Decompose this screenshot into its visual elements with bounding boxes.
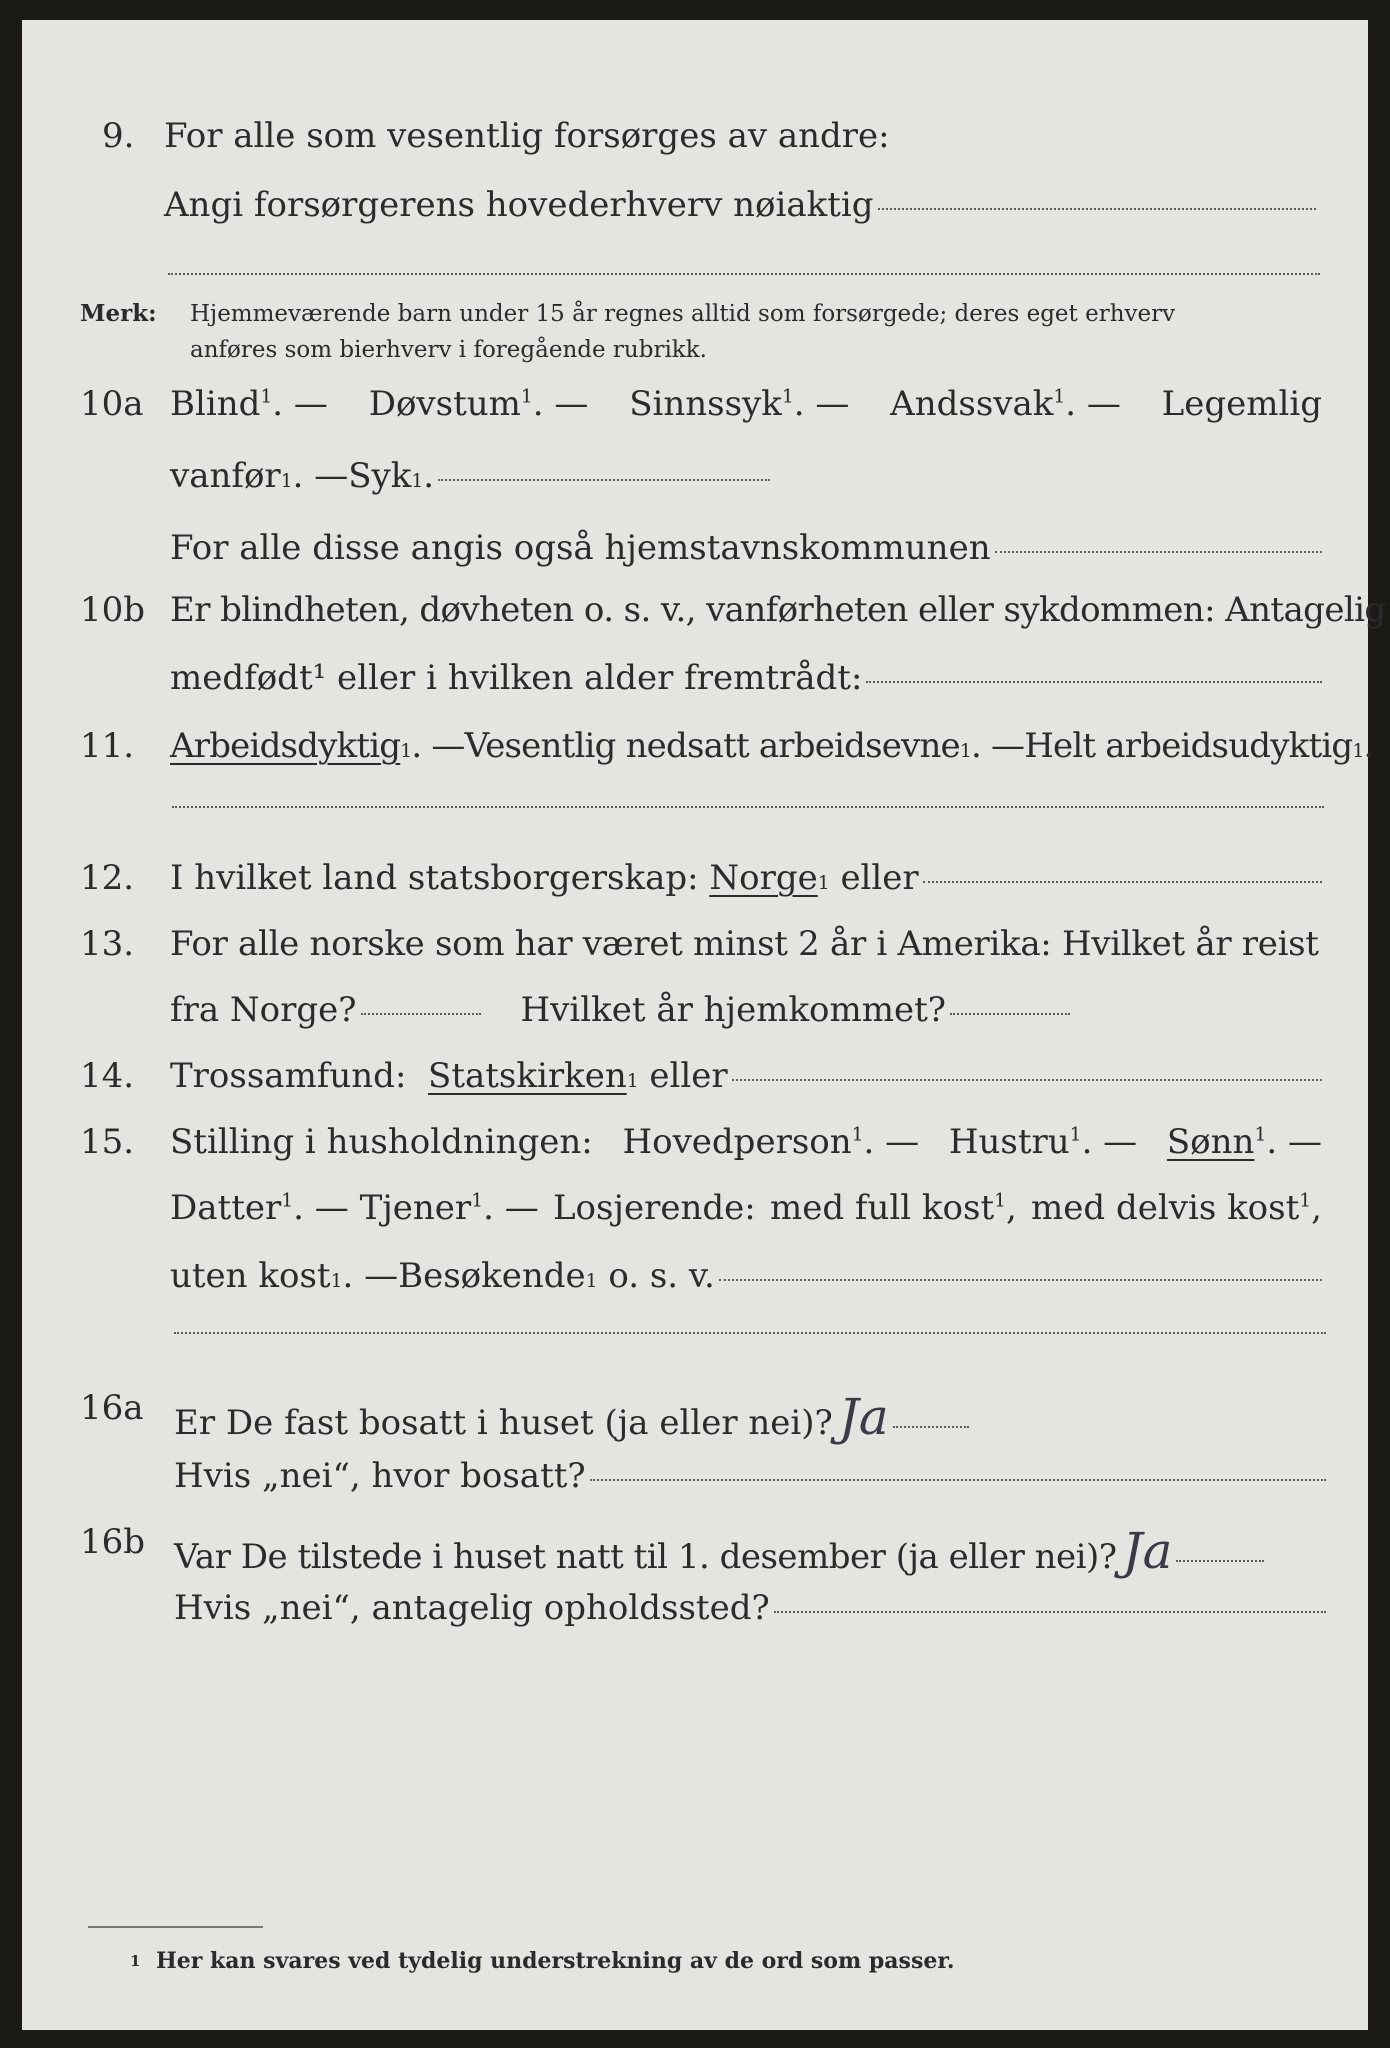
answer-line — [1176, 1560, 1264, 1562]
q11-number: 11. — [80, 726, 135, 766]
footnote-text: Her kan svares ved tydelig understrekning av de ord som passer. — [156, 1948, 955, 1974]
answer-line — [878, 208, 1316, 210]
answer-line — [361, 1013, 481, 1015]
answer-line — [732, 1079, 1322, 1081]
q16b-line2: Hvis „nei“, antagelig opholdssted? — [174, 1588, 1326, 1628]
handwritten-answer: Ja — [838, 1388, 889, 1446]
q11-answer-marked: Arbeidsdyktig — [170, 726, 401, 766]
q12-answer-marked: Norge — [709, 858, 818, 898]
answer-line — [923, 881, 1322, 883]
footnote-mark: 1 — [130, 1952, 141, 1970]
merk-line1: Hjemmeværende barn under 15 år regnes alltid som forsørgede; deres eget erhverv — [190, 301, 1176, 327]
answer-line — [174, 1332, 1326, 1334]
q10b-line2: medfødt¹ eller i hvilken alder fremtrådt: — [170, 658, 1322, 698]
answer-line — [590, 1479, 1326, 1481]
q13-number: 13. — [80, 924, 135, 964]
answer-line — [168, 273, 1320, 275]
q16b-number: 16b — [80, 1522, 146, 1562]
answer-line — [866, 681, 1322, 683]
q10b-number: 10b — [80, 590, 146, 630]
census-form-page — [22, 20, 1386, 2030]
answer-line — [438, 479, 770, 481]
q14-answer-marked: Statskirken — [428, 1056, 627, 1096]
q15-line1: Stilling i husholdningen: Hovedperson$^1$. — Hustru$^1$. — Sønn$^1$. — — [170, 1122, 1322, 1162]
q14-number: 14. — [80, 1056, 135, 1096]
q15-line3: uten kost 1 . — Besøkende 1 o. s. v. — [170, 1256, 1322, 1296]
merk-label: Merk: — [80, 300, 157, 327]
q14-line1: Trossamfund: Statskirken 1 eller — [170, 1056, 1322, 1096]
q13-line1: For alle norske som har været minst 2 år i Amerika: Hvilket år reist — [170, 924, 1319, 964]
q11-line1: Arbeidsdyktig 1 . — Vesentlig nedsatt arbeidsevne 1 . — Helt arbeidsudyktig 1 . — [170, 726, 1374, 766]
footnote-rule — [88, 1926, 263, 1928]
q9-line1: For alle som vesentlig forsørges av andre: — [164, 116, 890, 156]
answer-line — [719, 1279, 1322, 1281]
q16a-line2: Hvis „nei“, hvor bosatt? — [174, 1456, 1326, 1496]
answer-line — [774, 1611, 1326, 1613]
q16a-line1: Er De fast bosatt i huset (ja eller nei)? Ja — [174, 1388, 969, 1446]
q15-answer-marked: Sønn — [1166, 1122, 1255, 1162]
answer-line — [950, 1013, 1070, 1015]
q13-line2: fra Norge? Hvilket år hjemkommet? — [170, 990, 1070, 1030]
handwritten-answer: Ja — [1122, 1522, 1173, 1580]
q12-number: 12. — [80, 858, 135, 898]
q9-number: 9. — [102, 116, 135, 156]
q12-line1: I hvilket land statsborgerskap: Norge 1 eller — [170, 858, 1322, 898]
merk-line2: anføres som bierhverv i foregående rubrikk. — [190, 337, 707, 363]
q15-line2: Datter$^1$. — Tjener$^1$. — Losjerende: med full kost$^1$, med delvis kost$^1$, — [170, 1188, 1322, 1228]
q10a-number: 10a — [80, 384, 144, 424]
q10a-line1: Blind$^1$. — Døvstum$^1$. — Sinnssyk$^1$. — Andssvak$^1$. — Legemlig — [170, 384, 1322, 424]
q16b-line1: Var De tilstede i huset natt til 1. desember (ja eller nei)? Ja — [174, 1522, 1264, 1580]
q10b-line1: Er blindheten, døvheten o. s. v., vanførheten eller sykdommen: Antagelig — [170, 590, 1386, 630]
q9-line2: Angi forsørgerens hovederhverv nøiaktig — [164, 185, 1316, 225]
answer-line — [172, 806, 1324, 808]
q10a-line3: For alle disse angis også hjemstavnskommunen — [170, 528, 1322, 568]
q16a-number: 16a — [80, 1388, 144, 1428]
q15-number: 15. — [80, 1122, 135, 1162]
q10a-line2: vanfør 1 . — Syk 1 . — [170, 456, 770, 496]
answer-line — [995, 551, 1322, 553]
answer-line — [893, 1426, 969, 1428]
